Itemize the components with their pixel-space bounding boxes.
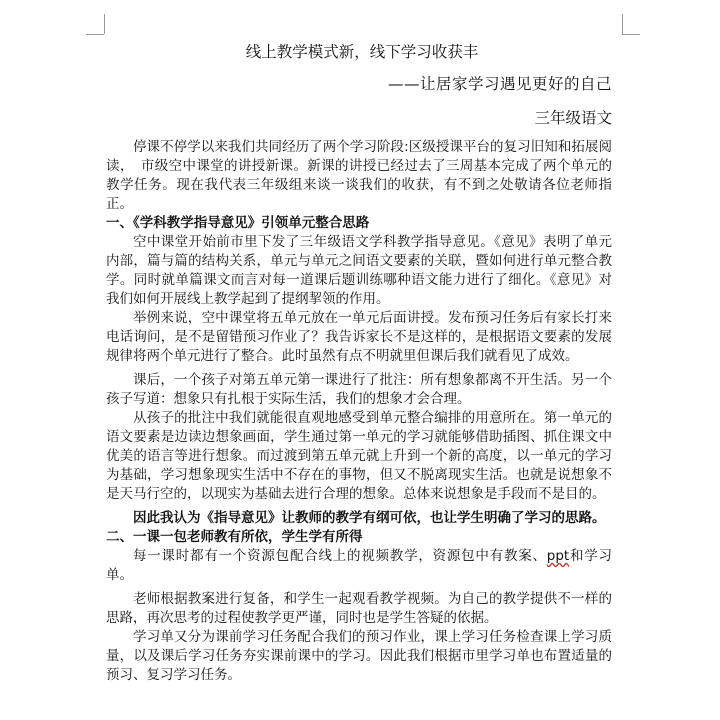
paragraph-annotation: 课后，一个孩子对第五单元第一课进行了批注：所有想象都离不开生活。另一个孩子写道：想象只有扎根于实际生活，我们的想象才会合理。 (106, 372, 612, 407)
paragraph-example: 举例来说，空中课堂将五单元放在一单元后面讲授。发布预习任务后有家长打来电话询问，是不是留错预习作业了？我告诉家长不是这样的，是根据语文要素的发展规律将两个单元进行了整合。此时虽然有点不明就里但课后我们就看见了成效。 (106, 310, 612, 364)
crop-mark-top-left-horizontal (86, 34, 104, 35)
paragraph-teacher-prep: 老师根据教案进行复备，和学生一起观看教学视频。为自己的教学提供不一样的思路，再次思考的过程使教学更严谨，同时也是学生答疑的依据。 (106, 591, 612, 626)
document-title: 线上教学模式新，线下学习收获丰 (245, 43, 479, 61)
paragraph-resource-pack (106, 547, 612, 585)
paragraph-study-sheet: 学习单又分为课前学习任务配合我们的预习作业，课上学习任务检查课上学习质量，以及课后学习任务夯实课前课中的学习。因此我们根据市里学习单也布置适量的预习、复习学习任务。 (106, 629, 612, 683)
document-subtitle: ——让居家学习遇见更好的自己 (387, 75, 612, 93)
crop-mark-top-right-vertical (622, 14, 623, 34)
paragraph-intro: 停课不停学以来我们共同经历了两个学习阶段:区级授课平台的复习旧知和拓展阅读， 市级空中课堂的讲授新课。新课的讲授已经过去了三周基本完成了两个单元的教学任务。现在我代表三年级组来谈一谈我们的收获，有不到之处敬请各位老师指正。 (106, 139, 612, 212)
resource-pack-text-after: 和学习单。 (106, 548, 613, 583)
crop-mark-top-left-vertical (104, 14, 105, 34)
document-content (106, 40, 612, 685)
paragraph-guidance: 空中课堂开始前市里下发了三年级语文学科教学指导意见。《意见》表明了单元内部，篇与篇的结构关系，单元与单元之间语文要素的关联，暨如何进行单元整合教学。同时就单篇课文而言对每一道课后题训练哪种语文能力进行了细化。《意见》对我们如何开展线上教学起到了提纲挈领的作用。 (106, 234, 612, 307)
ppt-word: ppt (546, 548, 570, 564)
document-body (106, 138, 612, 685)
document-grade-label: 三年级语文 (534, 109, 612, 127)
paragraph-integration: 从孩子的批注中我们就能很直观地感受到单元整合编排的用意所在。第一单元的语文要素是边读边想象画面，学生通过第一单元的学习就能够借助插图、抓住课文中优美的语言等进行想象。而过渡到第五单元就上升到一个新的高度，以一单元的学习为基础，学习想象现实生活中不存在的事物，但又不脱离现实生活。也就是说想象不是天马行空的，以现实为基础去进行合理的想象。总体来说想象是手段而不是目的。 (106, 410, 612, 502)
section-heading-1: 一、《学科教学指导意见》引领单元整合思路 (106, 215, 370, 231)
resource-pack-text-before: 每一课时都有一个资源包配合线上的视频教学，资源包中有教案、 (133, 548, 547, 564)
paragraph-conclusion: 因此我认为《指导意见》让教师的教学有纲可依，也让学生明确了学习的思路。 (133, 510, 606, 526)
section-heading-2: 二、一课一包老师教有所依，学生学有所得 (106, 529, 363, 545)
crop-mark-top-right-horizontal (622, 34, 640, 35)
